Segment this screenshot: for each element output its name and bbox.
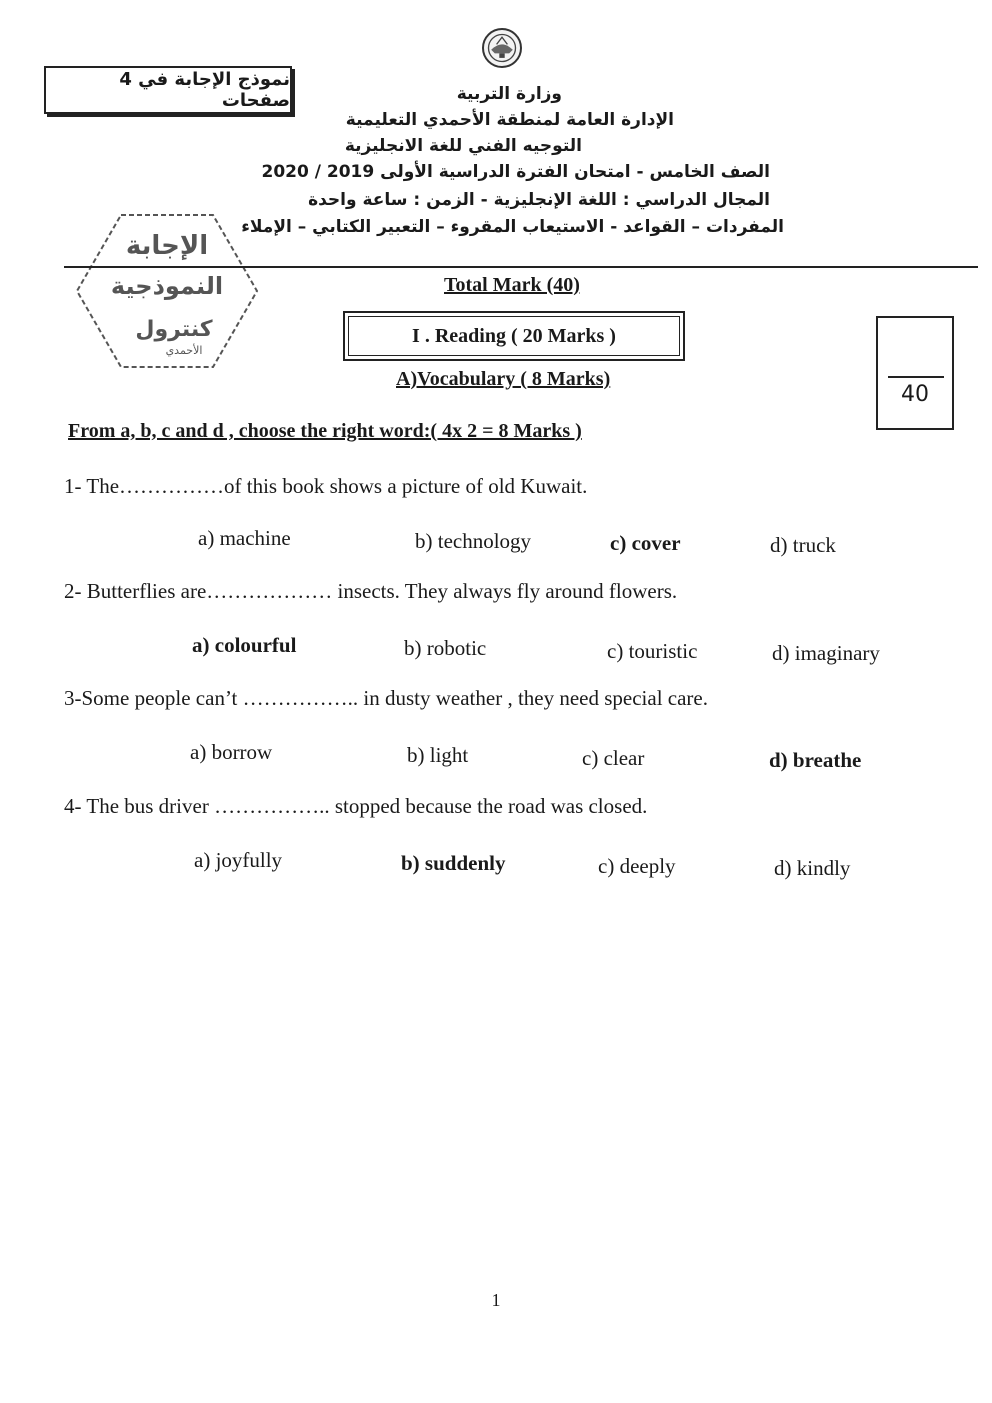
- q3-option-d: d) breathe: [769, 748, 862, 772]
- q3-option-a: a) borrow: [190, 740, 273, 764]
- directorate-name: الإدارة العامة لمنطقة الأحمدي التعليمية: [345, 110, 674, 130]
- instruction: From a, b, c and d , choose the right word:( 4x 2 = 8 Marks ): [68, 420, 582, 442]
- answer-model-note: [44, 66, 292, 114]
- question-4: 4- The bus driver …………….. stopped because the road was closed.: [64, 794, 648, 818]
- q3-option-b: b) light: [407, 743, 469, 767]
- mark-box: [876, 316, 954, 430]
- supervision-name: التوجيه الفني للغة الانجليزية: [344, 136, 582, 156]
- stamp-line-3: كنترول: [135, 317, 213, 342]
- q2-option-d: d) imaginary: [772, 641, 880, 665]
- question-3: 3-Some people can’t …………….. in dusty weather , they need special care.: [64, 686, 708, 710]
- exam-line: الصف الخامس - امتحان الفترة الدراسية الأولى 2019 / 2020: [261, 162, 770, 182]
- ministry-name: وزارة التربية: [456, 84, 562, 104]
- q4-option-c: c) deeply: [598, 854, 676, 878]
- model-answer-stamp: [74, 212, 260, 370]
- q1-option-c: c) cover: [610, 531, 681, 555]
- q4-option-d: d) kindly: [774, 856, 851, 880]
- q2-option-a: a) colourful: [192, 633, 297, 657]
- stamp-line-4: الأحمدي: [165, 344, 203, 357]
- q4-option-b: b) suddenly: [401, 851, 506, 875]
- kuwait-emblem-icon: [482, 28, 522, 68]
- total-mark: Total Mark (40): [444, 274, 580, 296]
- header-divider: [64, 266, 978, 268]
- vocabulary-subtitle: A)Vocabulary ( 8 Marks): [396, 368, 611, 390]
- q1-option-b: b) technology: [415, 529, 532, 553]
- stamp-line-1: الإجابة: [125, 231, 209, 261]
- q4-option-a: a) joyfully: [194, 848, 283, 872]
- q3-option-c: c) clear: [582, 746, 645, 770]
- stamp-line-2: النموذجية: [110, 272, 224, 300]
- question-1: 1- The……………of this book shows a picture of old Kuwait.: [64, 474, 588, 498]
- q2-option-c: c) touristic: [607, 639, 698, 663]
- subject-line: المجال الدراسي : اللغة الإنجليزية - الزمن : ساعة واحدة: [308, 190, 770, 210]
- reading-section-box: [343, 311, 685, 361]
- q1-option-d: d) truck: [770, 533, 836, 557]
- skills-line: المفردات – القواعد - الاستيعاب المقروء – التعبير الكتابي – الإملاء: [241, 217, 784, 237]
- q1-option-a: a) machine: [198, 526, 291, 550]
- q2-option-b: b) robotic: [404, 636, 487, 660]
- reading-section-title: I . Reading ( 20 Marks ): [348, 316, 680, 356]
- page-number: 1: [491, 1290, 501, 1310]
- answer-model-note-text: نموذج الإجابة في 4 صفحات: [119, 69, 290, 111]
- mark-box-line: [888, 376, 944, 378]
- mark-box-value: 40: [901, 382, 929, 407]
- question-2: 2- Butterflies are……………… insects. They always fly around flowers.: [64, 579, 678, 603]
